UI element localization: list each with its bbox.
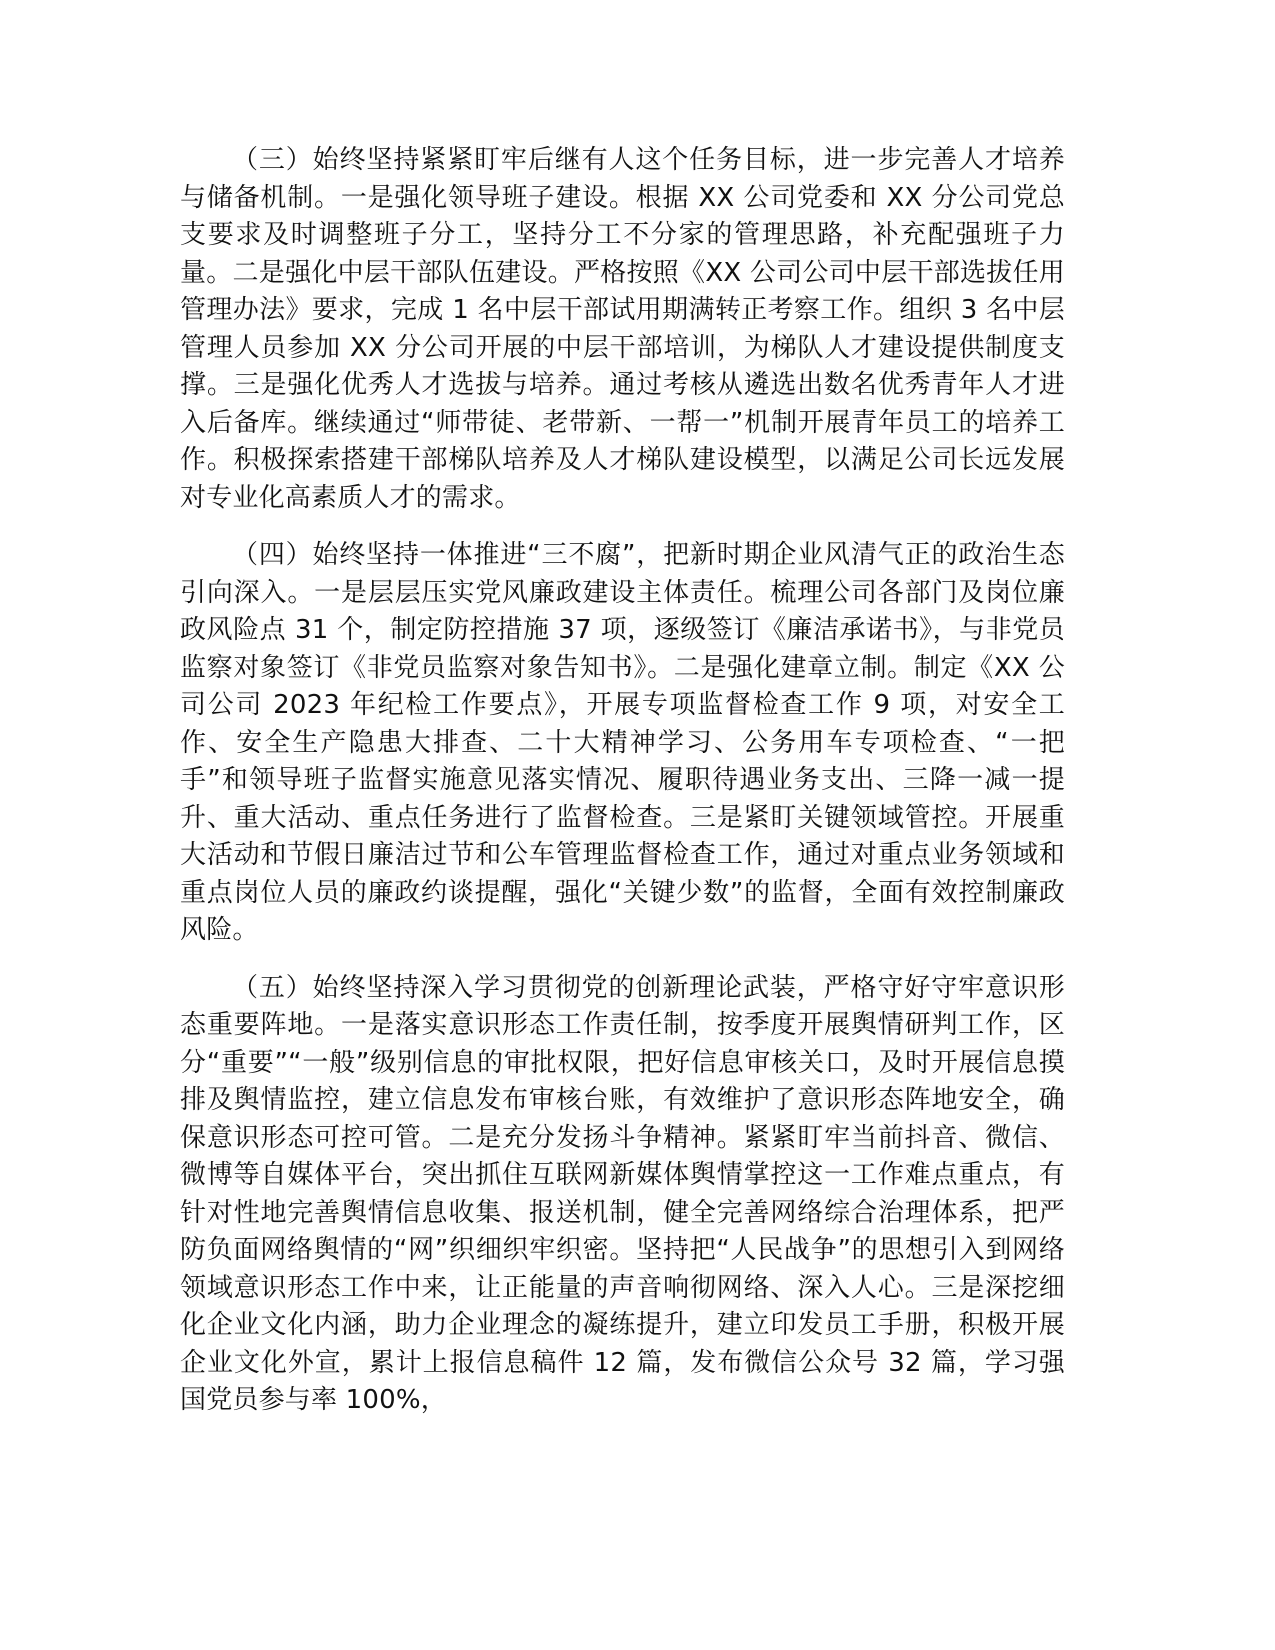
paragraph-section-3: （三）始终坚持紧紧盯牢后继有人这个任务目标，进一步完善人才培养与储备机制。一是强化领导班子建设。根据 XX 公司党委和 XX 分公司党总支要求及时调整班子分工，坚持分工不分家的管理思路，补充配强班子力量。二是强化中层干部队伍建设。严格按照《XX 公司公司中层干部选拔任用管理办法》要求，完成 1 名中层干部试用期满转正考察工作。组织 3 名中层管理人员参加 XX 分公司开展的中层干部培训，为梯队人才建设提供制度支撑。三是强化优秀人才选拔与培养。通过考核从遴选出数名优秀青年人才进入后备库。继续通过“师带徒、老带新、一帮一”机制开展青年员工的培养工作。积极探索搭建干部梯队培养及人才梯队建设模型，以满足公司长远发展对专业化高素质人才的需求。 bbox=[180, 145, 1065, 513]
document-body bbox=[180, 142, 1065, 1420]
paragraph-section-4: （四）始终坚持一体推进“三不腐”，把新时期企业风清气正的政治生态引向深入。一是层层压实党风廉政建设主体责任。梳理公司各部门及岗位廉政风险点 31 个，制定防控措施 37 项，逐级签订《廉洁承诺书》，与非党员监察对象签订《非党员监察对象告知书》。二是强化建章立制。制定《XX 公司公司 2023 年纪检工作要点》，开展专项监督检查工作 9 项，对安全工作、安全生产隐患大排查、二十大精神学习、公务用车专项检查、“一把手”和领导班子监督实施意见落实情况、履职待遇业务支出、三降一减一提升、重大活动、重点任务进行了监督检查。三是紧盯关键领域管控。开展重大活动和节假日廉洁过节和公车管理监督检查工作，通过对重点业务领域和重点岗位人员的廉政约谈提醒，强化“关键少数”的监督，全面有效控制廉政风险。 bbox=[180, 540, 1065, 945]
paragraph-section-5: （五）始终坚持深入学习贯彻党的创新理论武装，严格守好守牢意识形态重要阵地。一是落实意识形态工作责任制，按季度开展舆情研判工作，区分“重要”“一般”级别信息的审批权限，把好信息审核关口，及时开展信息摸排及舆情监控，建立信息发布审核台账，有效维护了意识形态阵地安全，确保意识形态可控可管。二是充分发扬斗争精神。紧紧盯牢当前抖音、微信、微博等自媒体平台，突出抓住互联网新媒体舆情掌控这一工作难点重点，有针对性地完善舆情信息收集、报送机制，健全完善网络综合治理体系，把严防负面网络舆情的“网”织细织牢织密。坚持把“人民战争”的思想引入到网络领域意识形态工作中来，让正能量的声音响彻网络、深入人心。三是深挖细化企业文化内涵，助力企业理念的凝练提升，建立印发员工手册，积极开展企业文化外宣，累计上报信息稿件 12 篇，发布微信公众号 32 篇，学习强国党员参与率 100%， bbox=[180, 972, 1065, 1415]
